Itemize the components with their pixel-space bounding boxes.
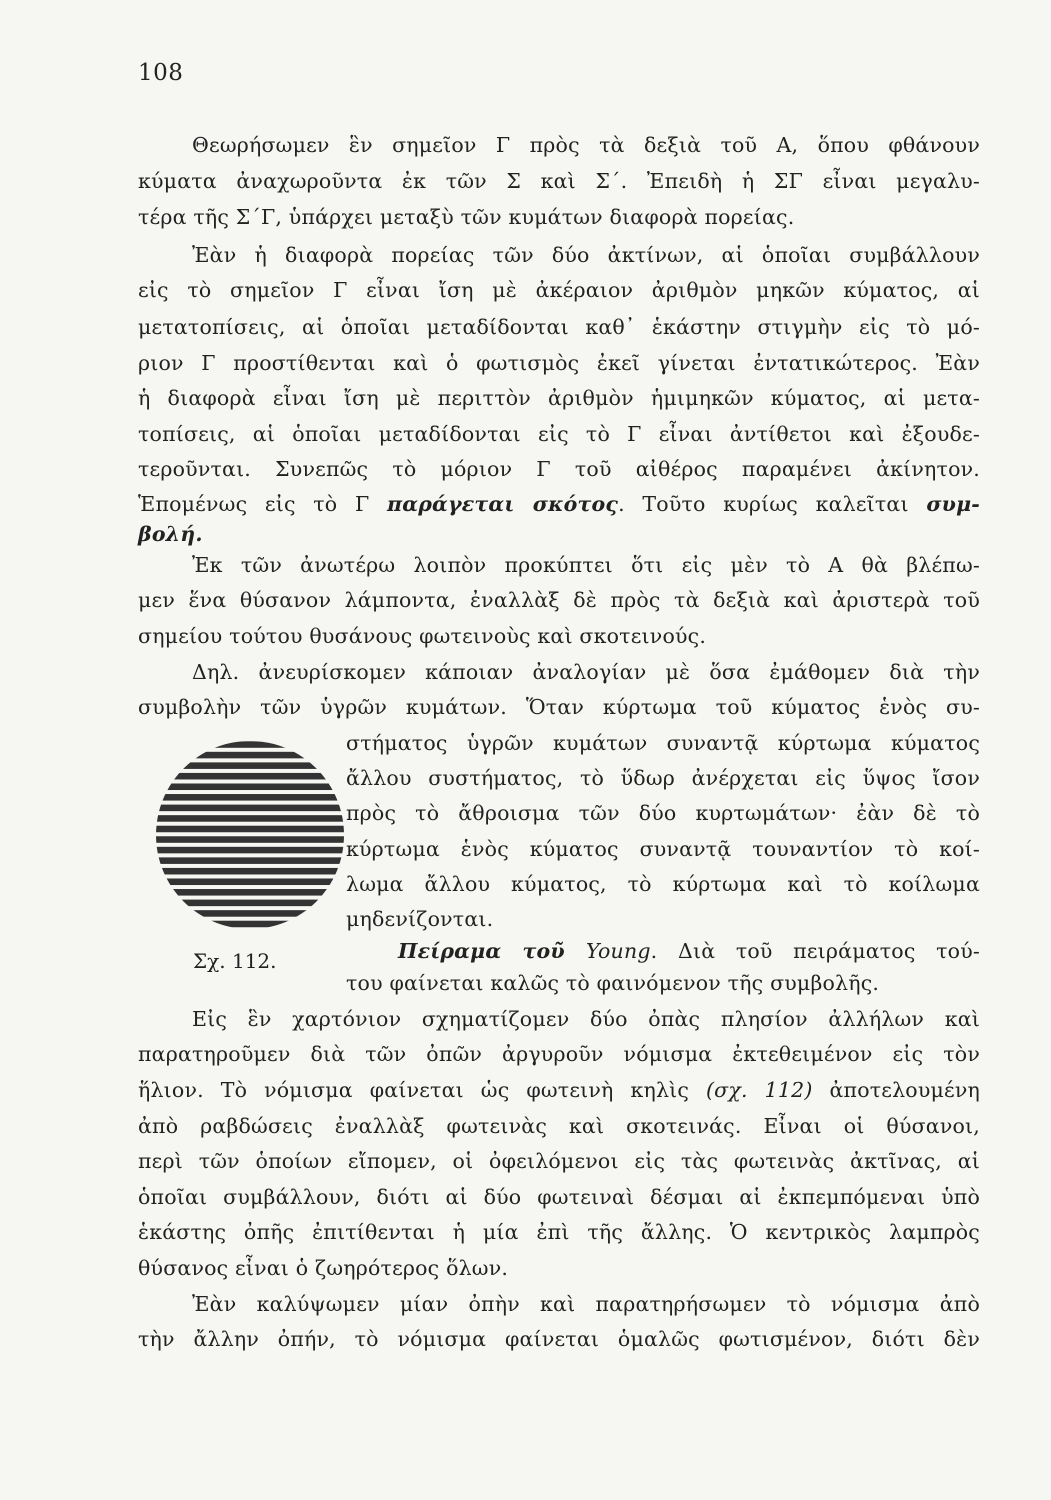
text-line: κύματα ἀναχωροῦντα ἐκ τῶν Σ καὶ Σ΄. Ἐπειδὴ ἡ ΣΓ εἶναι μεγαλυ-	[138, 169, 980, 193]
text-line: Θεωρήσωμεν ἓν σημεῖον Γ πρὸς τὰ δεξιὰ τοῦ Α, ὅπου φθάνουν	[192, 133, 980, 157]
fringe-stripe	[155, 857, 345, 864]
text-line: παρατηροῦμεν διὰ τῶν ὀπῶν ἀργυροῦν νόμισμα ἐκτεθειμένον εἰς τὸν	[138, 1042, 980, 1066]
fringe-stripe	[155, 910, 345, 917]
text-line: του φαίνεται καλῶς τὸ φαινόμενον τῆς συμβολῆς.	[346, 971, 880, 995]
fringe-stripe	[155, 773, 345, 780]
section-heading-name: Young	[586, 939, 651, 963]
fringe-stripe	[155, 836, 345, 843]
fringe-stripe	[155, 889, 345, 896]
text-line: περὶ τῶν ὁποίων εἴπομεν, οἱ ὀφειλόμενοι εἰς τὰς φωτεινὰς ἀκτῖνας, αἱ	[138, 1149, 980, 1173]
text-line: ἀπὸ ραβδώσεις ἐναλλὰξ φωτεινὰς καὶ σκοτεινάς. Εἶναι οἱ θύσανοι,	[138, 1114, 980, 1138]
text-line: τέρα τῆς Σ΄Γ, ὑπάρχει μεταξὺ τῶν κυμάτων διαφορὰ πορείας.	[138, 205, 795, 229]
fringe-stripe	[155, 741, 345, 748]
text-line: ἄλλου συστήματος, τὸ ὕδωρ ἀνέρχεται εἰς ὕψος ἴσον	[346, 766, 980, 790]
fringe-stripe	[155, 794, 345, 801]
text-line: συμβολὴν τῶν ὑγρῶν κυμάτων. Ὅταν κύρτωμα τοῦ κύματος ἑνὸς συ-	[138, 695, 980, 719]
text-line: ἡ διαφορὰ εἶναι ἴση μὲ περιττὸν ἀριθμὸν ἡμιμηκῶν κύματος, αἱ μετα-	[138, 386, 980, 410]
fringe-stripe	[155, 878, 345, 885]
text-line	[398, 934, 980, 968]
text-line: πρὸς τὸ ἄθροισμα τῶν δύο κυρτωμάτων· ἐὰν δὲ τὸ	[346, 801, 980, 825]
text-line: Εἰς ἓν χαρτόνιον σχηματίζομεν δύο ὀπὰς πλησίον ἀλλήλων καὶ	[192, 1007, 980, 1031]
text-line	[138, 487, 980, 521]
fringe-stripe	[155, 847, 345, 854]
fringe-stripe	[155, 783, 345, 790]
text-line: εἰς τὸ σημεῖον Γ εἶναι ἴση μὲ ἀκέραιον ἀριθμὸν μηκῶν κύματος, αἱ	[138, 278, 980, 302]
figure-caption: Σχ. 112.	[193, 949, 277, 973]
text-line: Ἐκ τῶν ἀνωτέρω λοιπὸν προκύπτει ὅτι εἰς μὲν τὸ Α θὰ βλέπω-	[192, 553, 980, 577]
fringe-stripe	[155, 826, 345, 833]
text-line	[138, 1073, 980, 1107]
text-line: τοπίσεις, αἱ ὁποῖαι μεταδίδονται εἰς τὸ Γ εἶναι ἀντίθετοι καὶ ἐξουδε-	[138, 422, 980, 446]
emphasis-text: βολή.	[138, 522, 203, 546]
text-line: ριον Γ προστίθενται καὶ ὁ φωτισμὸς ἐκεῖ γίνεται ἐντατικώτερος. Ἐὰν	[138, 351, 980, 375]
text-line: θύσανος εἶναι ὁ ζωηρότερος ὅλων.	[138, 1256, 509, 1280]
fringe-stripe	[155, 900, 345, 907]
text-line: στήματος ὑγρῶν κυμάτων συναντᾷ κύρτωμα κύματος	[346, 731, 980, 755]
fringe-stripe	[155, 868, 345, 875]
text-segment: ἥλιον. Τὸ νόμισμα φαίνεται ὡς φωτεινὴ κηλὶς	[138, 1078, 706, 1102]
text-line: λωμα ἄλλου κύματος, τὸ κύρτωμα καὶ τὸ κοίλωμα	[346, 872, 980, 896]
fringe-stripe	[155, 921, 345, 928]
figure-reference: (σχ. 112)	[705, 1078, 813, 1102]
text-line: ἑκάστης ὀπῆς ἐπιτίθενται ἡ μία ἐπὶ τῆς ἄλλης. Ὁ κεντρικὸς λαμπρὸς	[138, 1220, 980, 1244]
text-line: μεν ἕνα θύσανον λάμποντα, ἐναλλὰξ δὲ πρὸς τὰ δεξιὰ καὶ ἀριστερὰ τοῦ	[138, 588, 980, 612]
text-line: κύρτωμα ἑνὸς κύματος συναντᾷ τουναντίον τὸ κοί-	[346, 837, 980, 861]
text-line: Ἐὰν ἡ διαφορὰ πορείας τῶν δύο ἀκτίνων, αἱ ὁποῖαι συμβάλλουν	[192, 243, 980, 267]
text-line: τὴν ἄλλην ὀπήν, τὸ νόμισμα φαίνεται ὁμαλῶς φωτισμένον, διότι δὲν	[138, 1327, 980, 1351]
text-line: μετατοπίσεις, αἱ ὁποῖαι μεταδίδονται καθ᾽ ἑκάστην στιγμὴν εἰς τὸ μό-	[138, 315, 980, 339]
emphasis-text: παράγεται σκότος	[387, 492, 619, 516]
text-line: Δηλ. ἀνευρίσκομεν κάποιαν ἀναλογίαν μὲ ὅσα ἐμάθομεν διὰ τὴν	[192, 660, 980, 684]
page-number: 108	[138, 60, 184, 86]
interference-fringes-figure	[155, 740, 345, 930]
text-line: τεροῦνται. Συνεπῶς τὸ μόριον Γ τοῦ αἰθέρος παραμένει ἀκίνητον.	[138, 457, 980, 481]
fringe-stripe	[155, 752, 345, 759]
fringe-stripe	[155, 815, 345, 822]
text-line: Ἐὰν καλύψωμεν μίαν ὀπὴν καὶ παρατηρήσωμεν τὸ νόμισμα ἀπὸ	[192, 1292, 980, 1316]
text-line: ὁποῖαι συμβάλλουν, διότι αἱ δύο φωτειναὶ δέσμαι αἱ ἐκπεμπόμεναι ὑπὸ	[138, 1185, 980, 1209]
emphasis-text: συμ-	[926, 492, 980, 516]
fringe-stripe	[155, 762, 345, 769]
section-heading: Πείραμα τοῦ	[398, 939, 587, 963]
text-segment: ἀποτελουμένη	[812, 1078, 980, 1102]
text-segment: . Διὰ τοῦ πειράματος τού-	[650, 939, 980, 963]
text-segment: . Τοῦτο κυρίως καλεῖται	[618, 492, 927, 516]
text-line: σημείου τούτου θυσάνους φωτεινοὺς καὶ σκοτεινούς.	[138, 624, 707, 648]
fringe-stripe	[155, 805, 345, 812]
text-line: μηδενίζονται.	[346, 907, 494, 931]
text-segment: Ἑπομένως εἰς τὸ Γ	[138, 492, 388, 516]
